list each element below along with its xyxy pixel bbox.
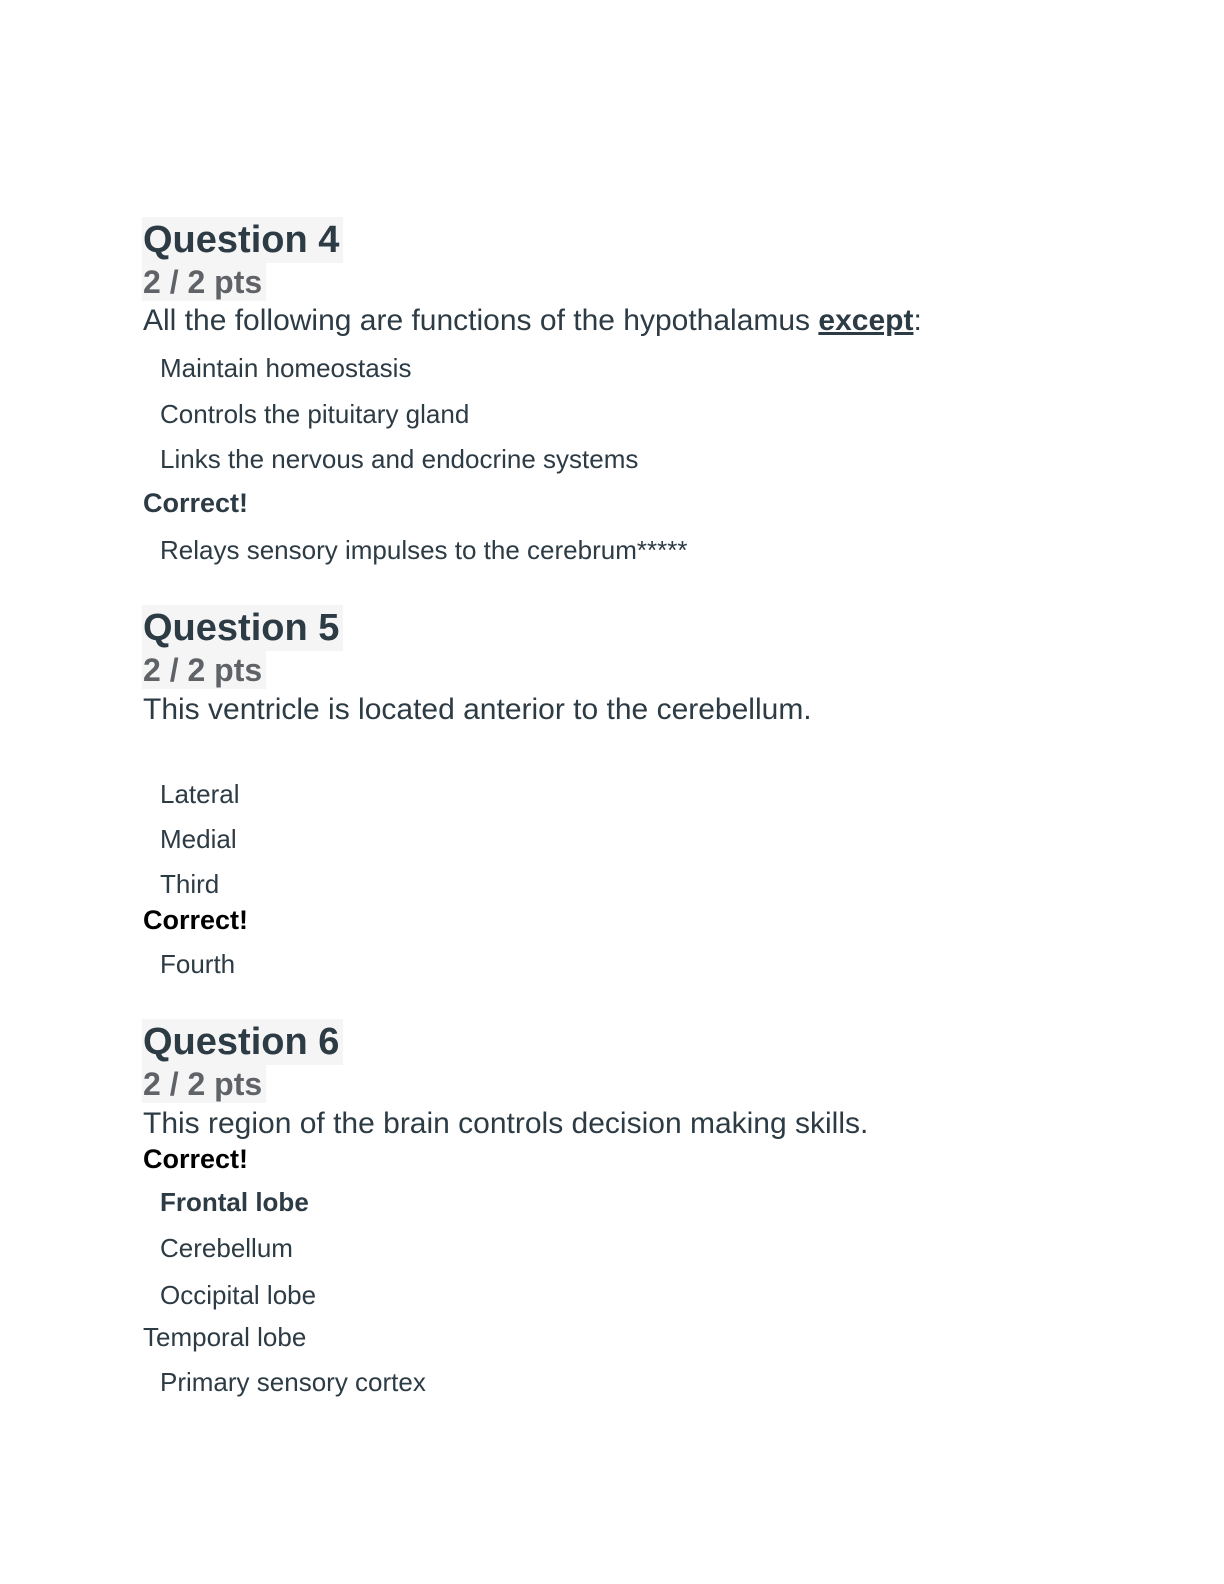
question-5-points: 2 / 2 pts bbox=[142, 651, 266, 689]
question-4-points: 2 / 2 pts bbox=[142, 263, 266, 301]
question-6-answer[interactable]: Cerebellum bbox=[160, 1233, 293, 1263]
question-4-title: Question 4 bbox=[142, 217, 343, 263]
question-6-title: Question 6 bbox=[142, 1019, 343, 1065]
question-5-answer[interactable]: Lateral bbox=[160, 779, 240, 809]
question-5-answer[interactable]: Third bbox=[160, 869, 220, 899]
question-5-answer[interactable]: Fourth bbox=[160, 949, 236, 979]
question-6-text: This region of the brain controls decision making skills. bbox=[143, 1107, 869, 1140]
question-4-answer[interactable]: Relays sensory impulses to the cerebrum***** bbox=[160, 535, 688, 565]
question-4-text-end: : bbox=[913, 304, 922, 337]
question-6-answer-selected[interactable]: Frontal lobe bbox=[160, 1187, 309, 1217]
question-5-title: Question 5 bbox=[142, 605, 343, 651]
question-4-text bbox=[143, 303, 922, 339]
question-4-text-start: All the following are functions of the hypothalamus bbox=[143, 304, 819, 337]
question-4-text-emphasis: except bbox=[818, 304, 914, 337]
question-4-answer[interactable]: Links the nervous and endocrine systems bbox=[160, 444, 639, 474]
correct-label: Correct! bbox=[143, 905, 249, 935]
question-4-answer[interactable]: Controls the pituitary gland bbox=[160, 399, 470, 429]
question-4-answer[interactable]: Maintain homeostasis bbox=[160, 353, 412, 383]
question-6-answer[interactable]: Primary sensory cortex bbox=[160, 1367, 426, 1397]
question-5-answer[interactable]: Medial bbox=[160, 824, 237, 854]
correct-label: Correct! bbox=[143, 1144, 249, 1174]
question-6-answer[interactable]: Occipital lobe bbox=[160, 1280, 317, 1310]
correct-label: Correct! bbox=[143, 488, 249, 518]
question-6-points: 2 / 2 pts bbox=[142, 1065, 266, 1103]
question-6-answer[interactable]: Temporal lobe bbox=[143, 1322, 307, 1352]
question-5-text: This ventricle is located anterior to the cerebellum. bbox=[143, 693, 812, 726]
